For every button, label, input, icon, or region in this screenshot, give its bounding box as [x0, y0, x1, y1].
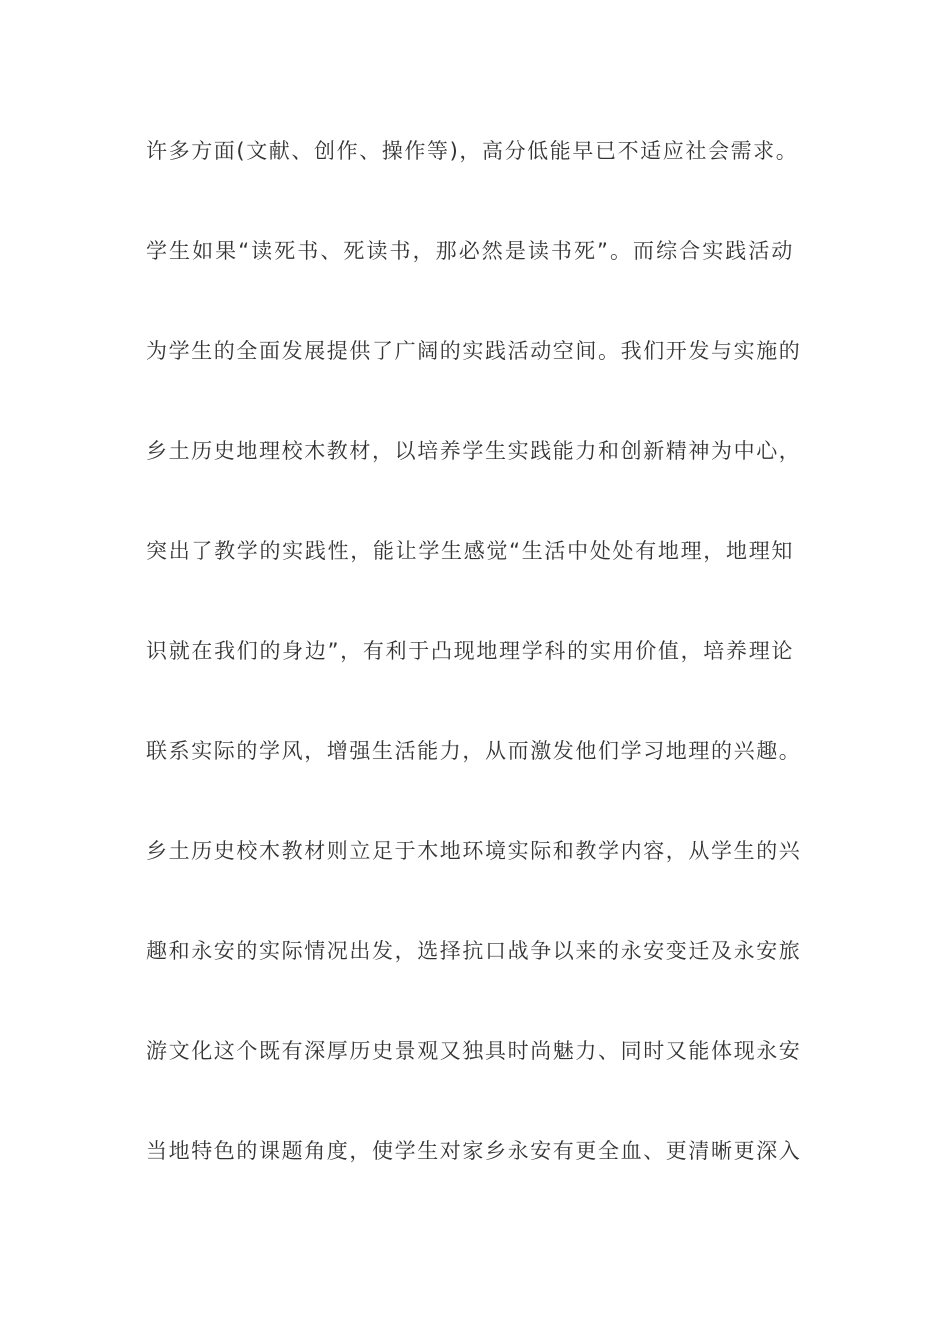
text-line: 趣和永安的实际情况出发，选择抗口战争以来的永安变迁及永安旅: [146, 939, 802, 963]
text-line: 游文化这个既有深厚历史景观又独具时尚魅力、同时又能体现永安: [146, 1039, 802, 1063]
text-line: 突出了教学的实践性，能让学生感觉“生活中处处有地理，地理知: [146, 539, 794, 563]
text-line: 当地特色的课题角度，使学生对家乡永安有更全血、更清晰更深入: [146, 1139, 802, 1163]
text-line: 为学生的全面发展提供了广阔的实践活动空间。我们开发与实施的: [146, 339, 802, 363]
text-line: 识就在我们的身边”，有利于凸现地理学科的实用价值，培养理论: [146, 639, 794, 663]
text-line: 联系实际的学风，增强生活能力，从而激发他们学习地理的兴趣。: [146, 739, 802, 763]
text-line: 许多方面(文献、创作、操作等)，高分低能早已不适应社会需求。: [146, 139, 799, 163]
text-line: 学生如果“读死书、死读书，那必然是读书死”。而综合实践活动: [146, 239, 794, 263]
text-line: 乡土历史地理校木教材，以培养学生实践能力和创新精神为中心，: [146, 439, 802, 463]
text-line: 乡土历史校木教材则立足于木地环境实际和教学内容，从学生的兴: [146, 839, 802, 863]
body-text: [146, 131, 802, 1231]
